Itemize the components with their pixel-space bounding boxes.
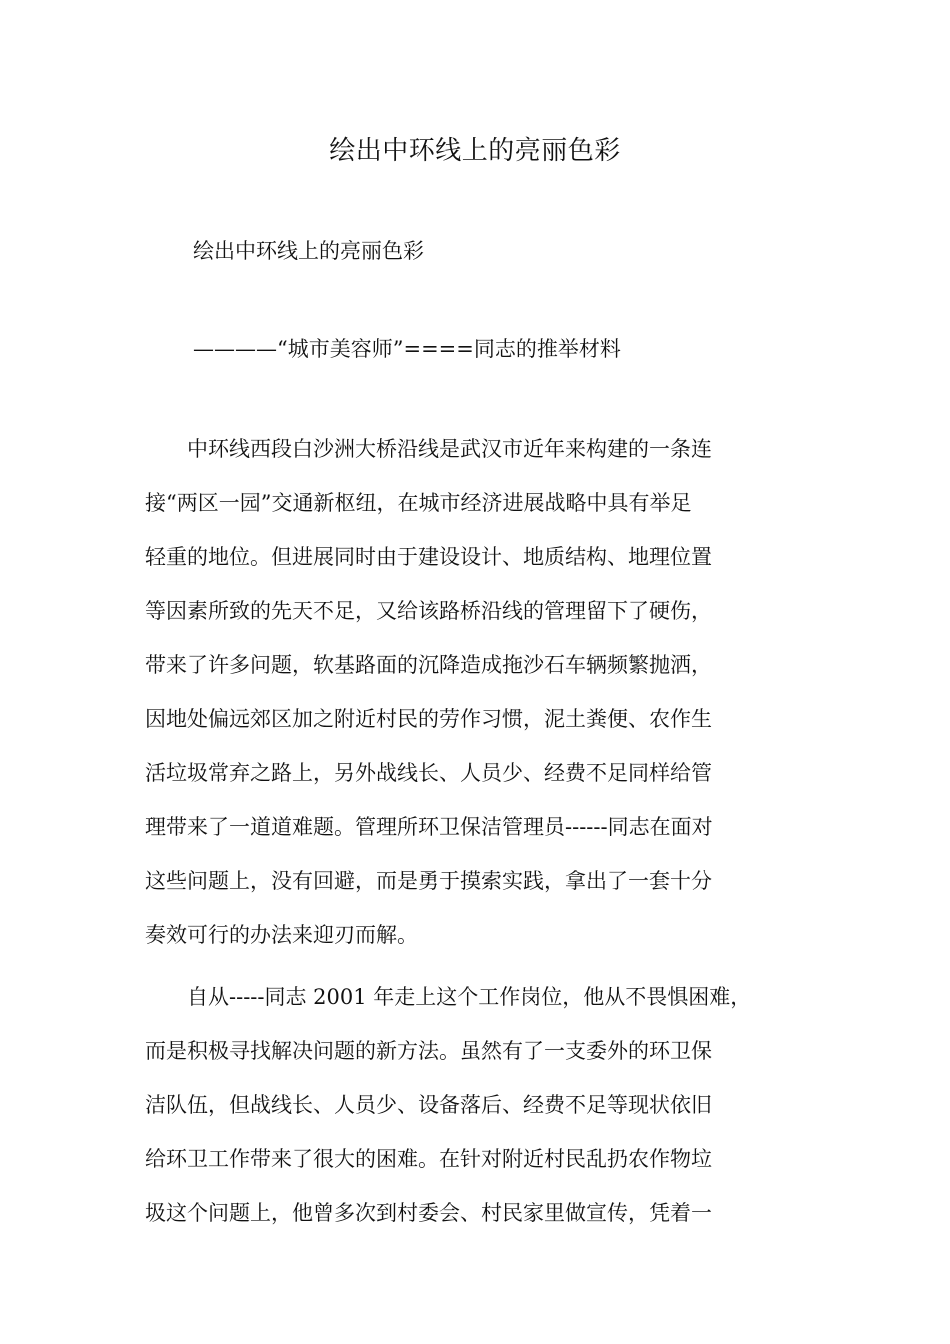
document-subtitle: 绘出中环线上的亮丽色彩 <box>193 239 424 263</box>
paragraph-line: 等因素所致的先天不足，又给该路桥沿线的管理留下了硬伤， <box>145 599 712 623</box>
paragraph-line: 洁队伍，但战线长、人员少、设备落后、经费不足等现状依旧 <box>145 1093 712 1117</box>
paragraph-line: 接“两区一园”交通新枢纽，在城市经济进展战略中具有举足 <box>145 491 692 515</box>
paragraph-line: 轻重的地位。但进展同时由于建设设计、地质结构、地理位置 <box>145 545 712 569</box>
paragraph-line: 奏效可行的办法来迎刃而解。 <box>145 923 418 947</box>
document-title: 绘出中环线上的亮丽色彩 <box>329 136 621 166</box>
paragraph-line: 活垃圾常弃之路上，另外战线长、人员少、经费不足同样给管 <box>145 761 712 785</box>
paragraph-line: 理带来了一道道难题。管理所环卫保洁管理员------同志在面对 <box>145 815 713 839</box>
paragraph-line: 而是积极寻找解决问题的新方法。虽然有了一支委外的环卫保 <box>145 1039 712 1063</box>
paragraph-line: 带来了许多问题，软基路面的沉降造成拖沙石车辆频繁抛洒， <box>145 653 712 677</box>
paragraph-line: 这些问题上，没有回避，而是勇于摸索实践，拿出了一套十分 <box>145 869 712 893</box>
paragraph-line: 因地处偏远郊区加之附近村民的劳作习惯，泥土粪便、农作生 <box>145 707 712 731</box>
paragraph-line: 给环卫工作带来了很大的困难。在针对附近村民乱扔农作物垃 <box>145 1147 712 1171</box>
paragraph-2 <box>145 970 809 1240</box>
paragraph-line: 圾这个问题上，他曾多次到村委会、村民家里做宣传，凭着一 <box>145 1201 712 1225</box>
paragraph-line: 中环线西段白沙洲大桥沿线是武汉市近年来构建的一条连 <box>145 437 712 461</box>
document-byline: ————“城市美容师”====同志的推举材料 <box>193 337 621 361</box>
paragraph-1 <box>145 422 809 962</box>
paragraph-line: 自从-----同志 2001 年走上这个工作岗位，他从不畏惧困难， <box>145 985 752 1009</box>
